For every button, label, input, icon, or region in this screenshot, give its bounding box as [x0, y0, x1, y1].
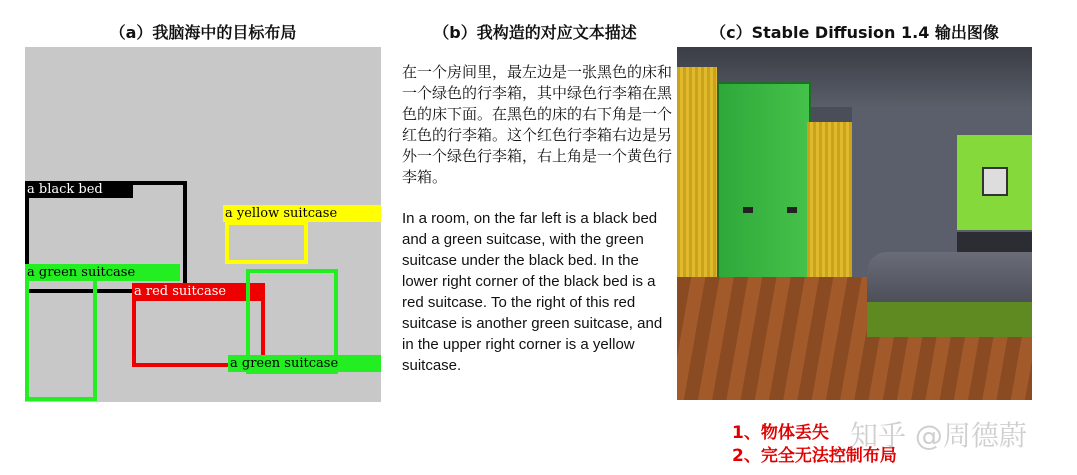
panel-c-title: （c）Stable Diffusion 1.4 输出图像: [710, 23, 999, 42]
note-missing-objects: 1、物体丢失: [732, 423, 829, 443]
note-no-layout-control: 2、完全无法控制布局: [732, 446, 897, 466]
description-english: In a room, on the far left is a black bed and a green suitcase, with the green suitcase under the black bed. In the lower right corner of the black bed is a red suitcase. To the right of this red suitcase is another green suitcase, and in the upper right corner is a yellow suitcase.: [402, 210, 663, 374]
bed-blanket: [867, 252, 1032, 307]
green-suitcase-right-label: a green suitcase: [228, 355, 381, 372]
framed-picture: [982, 167, 1008, 196]
stable-diffusion-output-image: [677, 47, 1032, 400]
green-bed-base: [867, 302, 1032, 337]
black-bed-label: a black bed: [25, 181, 133, 198]
panel-a-title: （a）我脑海中的目标布局: [109, 23, 297, 42]
yellow-suitcase-label: a yellow suitcase: [223, 205, 381, 222]
text-description: [402, 62, 672, 396]
yellow-suitcase-box: [225, 221, 308, 264]
wardrobe-handle: [787, 207, 797, 213]
green-suitcase-left-box: [25, 277, 97, 401]
target-layout-canvas: [25, 47, 381, 402]
watermark: 知乎 @周德蔚: [850, 419, 1027, 452]
red-suitcase-label: a red suitcase: [132, 283, 265, 300]
description-chinese: 在一个房间里，最左边是一张黑色的床和一个绿色的行李箱，其中绿色行李箱在黑色的床下面。在黑色的床的右下角是一个红色的行李箱。这个红色行李箱右边是另外一个绿色行李箱，右上角是一个黄色行李箱。: [402, 63, 673, 186]
wardrobe-handle: [743, 207, 753, 213]
green-suitcase-left-label: a green suitcase: [25, 264, 180, 281]
yellow-panel: [807, 122, 852, 282]
panel-b-title: （b）我构造的对应文本描述: [433, 23, 637, 42]
